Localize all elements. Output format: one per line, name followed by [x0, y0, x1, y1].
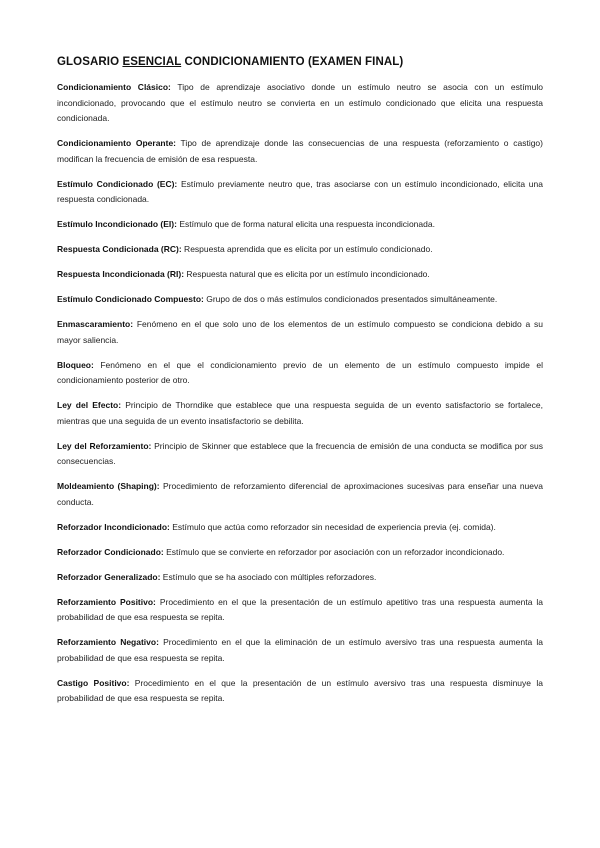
glossary-definition: Fenómeno en el que el condicionamiento previo de un elemento de un estímulo compuesto impide el condicionamiento posterior de otro.: [57, 359, 543, 385]
glossary-entry: [57, 217, 543, 233]
glossary-entry: [57, 136, 543, 167]
glossary-entry: [57, 520, 543, 536]
glossary-definition: Procedimiento de reforzamiento diferencial de aproximaciones sucesivas para enseñar una nueva conducta.: [57, 481, 543, 507]
glossary-entry: [57, 292, 543, 308]
glossary-entry: [57, 595, 543, 626]
glossary-definition: Grupo de dos o más estímulos condicionados presentados simultáneamente.: [203, 294, 498, 304]
glossary-entry: [57, 80, 543, 127]
glossary-definition: Procedimiento en el que la eliminación de un estímulo aversivo tras una respuesta aumenta la probabilidad de que esa respuesta se repita.: [57, 637, 543, 663]
glossary-term: Estímulo Incondicionado (EI):: [57, 219, 177, 229]
glossary-term: Respuesta Condicionada (RC):: [57, 244, 182, 254]
glossary-term: Condicionamiento Operante:: [57, 138, 176, 148]
glossary-term: Respuesta Incondicionada (RI):: [57, 269, 185, 279]
glossary-definition: Tipo de aprendizaje donde las consecuencias de una respuesta (reforzamiento o castigo) modifican la frecuencia de emisión de esa respuesta.: [57, 138, 543, 164]
glossary-entry: [57, 545, 543, 561]
glossary-definition: Estímulo que actúa como reforzador sin necesidad de experiencia previa (ej. comida).: [169, 521, 496, 532]
glossary-entry: [57, 317, 543, 348]
glossary-entry: [57, 242, 543, 258]
glossary-definition: Estímulo que se ha asociado con múltiples reforzadores.: [160, 571, 377, 582]
glossary-definition: Procedimiento en el que la presentación de un estímulo aversivo tras una respuesta disminuye la probabilidad de que esa respuesta se repita.: [57, 677, 543, 703]
glossary-term: Reforzador Condicionado:: [57, 546, 164, 557]
glossary-term: Reforzador Incondicionado:: [57, 521, 170, 532]
glossary-definition: Fenómeno en el que solo uno de los elementos de un estímulo compuesto se condiciona debido a su mayor saliencia.: [57, 319, 543, 345]
glossary-entry: [57, 267, 543, 283]
glossary-entry: [57, 676, 543, 707]
glossary-definition: Respuesta aprendida que es elicita por un estímulo condicionado.: [181, 244, 433, 254]
glossary-definition: Estímulo que se convierte en reforzador por asociación con un reforzador incondicionado.: [163, 546, 505, 557]
document-page: [57, 56, 543, 716]
glossary-term: Enmascaramiento:: [57, 319, 134, 329]
glossary-definition: Respuesta natural que es elicita por un estímulo incondicionado.: [184, 269, 430, 279]
glossary-definition: Tipo de aprendizaje asociativo donde un estímulo neutro se asocia con un estímulo incondicionado, provocando que el estímulo neutro se convierta en un estímulo condicionado que elicita una respuesta condicionada.: [57, 82, 543, 123]
page-title: [57, 56, 543, 68]
glossary-term: Estímulo Condicionado Compuesto:: [57, 294, 204, 304]
glossary-entry: [57, 439, 543, 470]
glossary-term: Condicionamiento Clásico:: [57, 82, 171, 92]
glossary-term: Ley del Reforzamiento:: [57, 440, 152, 451]
title-part-3: CONDICIONAMIENTO (EXAMEN FINAL): [181, 56, 404, 68]
glossary-entry: [57, 570, 543, 586]
glossary-term: Bloqueo:: [57, 359, 94, 370]
glossary-term: Ley del Efecto:: [57, 400, 122, 410]
glossary-term: Reforzador Generalizado:: [57, 571, 161, 582]
glossary-entry: [57, 479, 543, 510]
glossary-definition: Estímulo previamente neutro que, tras asociarse con un estímulo incondicionado, elicita una respuesta condicionada.: [57, 178, 543, 204]
glossary-entry: [57, 358, 543, 389]
glossary-term: Moldeamiento (Shaping):: [57, 481, 160, 491]
glossary-list: [57, 80, 543, 707]
glossary-entry: [57, 398, 543, 429]
glossary-definition: Principio de Thorndike que establece que una respuesta seguida de un evento satisfactorio se fortalece, mientras que una seguida de un evento insatisfactorio se debilita.: [57, 400, 543, 426]
title-emphasis: ESENCIAL: [122, 56, 182, 68]
glossary-term: Reforzamiento Negativo:: [57, 637, 159, 647]
glossary-term: Reforzamiento Positivo:: [57, 596, 156, 607]
glossary-term: Castigo Positivo:: [57, 677, 130, 688]
glossary-term: Estímulo Condicionado (EC):: [57, 178, 178, 189]
glossary-definition: Principio de Skinner que establece que la frecuencia de emisión de una conducta se modifica por sus consecuencias.: [57, 440, 543, 466]
glossary-entry: [57, 177, 543, 208]
glossary-definition: Estímulo que de forma natural elicita una respuesta incondicionada.: [176, 219, 435, 229]
glossary-definition: Procedimiento en el que la presentación de un estímulo apetitivo tras una respuesta aumenta la probabilidad de que esa respuesta se repita.: [57, 596, 543, 622]
title-part-1: GLOSARIO: [57, 56, 123, 68]
glossary-entry: [57, 635, 543, 666]
